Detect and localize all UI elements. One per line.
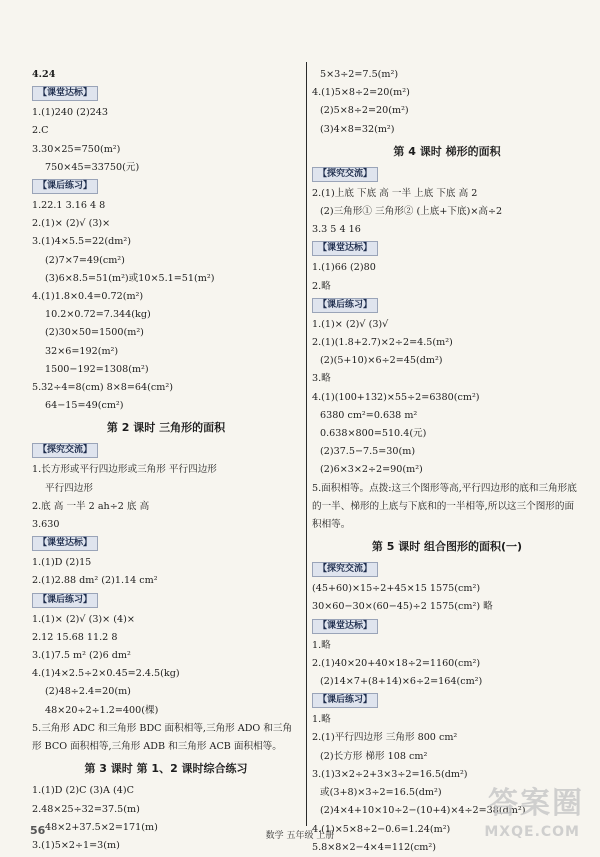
column-divider xyxy=(306,62,307,826)
answer-line: (2)5×8÷2=20(m²) xyxy=(320,105,409,117)
answer-line: 平行四边形 xyxy=(45,482,93,494)
section-tag: 【课后练习】 xyxy=(32,179,98,194)
answer-line: 5×3÷2=7.5(m²) xyxy=(320,69,399,80)
answer-line: 2.(1)(1.8+2.7)×2÷2=4.5(m²) xyxy=(312,337,453,349)
answer-line: 1.长方形或平行四边形或三角形 平行四边形 xyxy=(32,464,217,476)
answer-line: (2)37.5−7.5=30(m) xyxy=(320,446,416,458)
left-column xyxy=(32,66,300,855)
answer-line: (2)30×50=1500(m²) xyxy=(45,327,144,339)
page-footer: 数学 五年级 上册 xyxy=(265,831,335,841)
answer-line: (2)14×7+(8+14)×6÷2=164(cm²) xyxy=(320,676,483,688)
lesson-heading: 第 2 课时 三角形的面积 xyxy=(106,421,226,435)
watermark-logo xyxy=(452,778,584,840)
answer-line: 2.(1)40×20+40×18÷2=1160(cm²) xyxy=(312,657,481,669)
section-tag: 【课堂达标】 xyxy=(312,619,378,634)
section-tag: 【课后练习】 xyxy=(312,298,378,313)
section-tag: 【课堂达标】 xyxy=(32,536,98,551)
watermark-url: MXQE.COM xyxy=(484,824,580,840)
answer-line: 5.8×8×2−4×4=112(cm²) xyxy=(312,841,436,853)
answer-line: (2)三角形① 三角形② (上底+下底)×高÷2 xyxy=(320,206,503,218)
answer-line: 2.(1)× (2)√ (3)× xyxy=(32,218,111,230)
answer-line: (2)48÷2.4=20(m) xyxy=(45,686,131,698)
answer-line: 3.630 xyxy=(32,519,60,531)
answer-line: (2)7×7=49(cm²) xyxy=(45,254,125,266)
answer-line: 2.48×25÷32=37.5(m) xyxy=(32,803,140,815)
answer-line: 1.(1)× (2)√ (3)√ xyxy=(312,318,389,330)
section-tag: 【课堂达标】 xyxy=(32,86,98,101)
answer-line: 750×45=33750(元) xyxy=(45,161,140,173)
answer-line: 1500−192=1308(m²) xyxy=(45,363,149,375)
answer-line: (2)长方形 梯形 108 cm² xyxy=(320,750,428,762)
answer-line: (3)4×8=32(m²) xyxy=(320,123,395,135)
answer-paragraph: 5.三角形 ADC 和三角形 BDC 面积相等,三角形 ADO 和三角形 BCO 面积相等,三角形 ADB 和三角形 ACB 面积相等。 xyxy=(32,722,293,753)
answer-line: 3.(1)5×2÷1=3(m) xyxy=(32,839,120,851)
answer-line: 3.略 xyxy=(312,373,331,385)
section-tag: 【探究交流】 xyxy=(32,443,98,458)
answer-line: 2.(1)上底 下底 高 一半 上底 下底 高 2 xyxy=(312,187,478,199)
answer-line: 1.(1)D (2)15 xyxy=(32,557,92,569)
answer-line: 3.3 5 4 16 xyxy=(312,224,361,236)
answer-line: 5.32÷4=8(cm) 8×8=64(cm²) xyxy=(32,382,173,394)
answer-line: 2.略 xyxy=(312,280,331,292)
answer-line: 3.(1)4×5.5=22(dm²) xyxy=(32,236,131,248)
answer-line: 4.(1)4×2.5÷2×0.45=2.4.5(kg) xyxy=(32,668,180,680)
answer-paragraph: 5.面积相等。点拨:这三个图形等高,平行四边形的底和三角形底的一半、梯形的上底与下底和的一半相等,所以这三个图形的面积相等。 xyxy=(312,482,577,531)
answer-line: (2)4×4+10×10÷2−(10+4)×4÷2=38(dm²) xyxy=(320,805,526,817)
answer-line: 2.底 高 一半 2 ah÷2 底 高 xyxy=(32,500,150,512)
answer-line: 2.(1)2.88 dm² (2)1.14 cm² xyxy=(32,575,158,587)
answer-line: 4.(1)×5×8÷2−0.6=1.24(m²) xyxy=(312,823,451,835)
lesson-heading: 第 3 课时 第 1、2 课时综合练习 xyxy=(84,762,248,776)
answer-line: 1.略 xyxy=(312,639,331,651)
lesson-heading: 第 4 课时 梯形的面积 xyxy=(393,144,501,158)
answer-line: 3.(1)3×2÷2+3×3÷2=16.5(dm²) xyxy=(312,768,468,780)
answer-line: 32×6=192(m²) xyxy=(45,345,119,357)
right-column xyxy=(312,66,582,857)
answer-line: 3.30×25=750(m²) xyxy=(32,143,121,155)
section-tag: 【课后练习】 xyxy=(32,593,98,608)
answer-line: 0.638×800=510.4(元) xyxy=(320,428,427,440)
lesson-heading: 第 5 课时 组合图形的面积(一) xyxy=(371,540,523,554)
answer-line: 1.(1)× (2)√ (3)× (4)× xyxy=(32,613,135,625)
answer-line: 或(3+8)×3÷2=16.5(dm²) xyxy=(320,787,442,799)
section-tag: 【课堂达标】 xyxy=(312,241,378,256)
answer-line: 2.C xyxy=(32,125,49,137)
answer-line: 4.24 xyxy=(32,69,56,80)
answer-line: 2.12 15.68 11.2 8 xyxy=(32,631,118,643)
answer-line: 6380 cm²=0.638 m² xyxy=(320,409,418,421)
page-number: 56 xyxy=(30,824,46,837)
section-tag: 【探究交流】 xyxy=(312,562,378,577)
answer-line: 48×2+37.5×2=171(m) xyxy=(45,821,158,833)
answer-line: (45+60)×15÷2+45×15 1575(cm²) xyxy=(312,583,481,595)
answer-line: 1.(1)D (2)C (3)A (4)C xyxy=(32,785,134,797)
answer-line: 1.22.1 3.16 4 8 xyxy=(32,200,106,212)
answer-line: 64−15=49(cm²) xyxy=(45,400,124,412)
answer-line: 30×60−30×(60−45)÷2 1575(cm²) 略 xyxy=(312,601,493,613)
answer-line: 4.(1)(100+132)×55÷2=6380(cm²) xyxy=(312,391,480,403)
answer-line: (2)6×3×2÷2=90(m²) xyxy=(320,464,423,476)
answer-line: 1.(1)66 (2)80 xyxy=(312,262,376,274)
answer-line: 1.略 xyxy=(312,714,331,726)
answer-line: (3)6×8.5=51(m²)或10×5.1=51(m²) xyxy=(45,272,215,284)
answer-line: 2.(1)平行四边形 三角形 800 cm² xyxy=(312,732,458,744)
answer-line: 10.2×0.72=7.344(kg) xyxy=(45,309,151,321)
section-tag: 【探究交流】 xyxy=(312,167,378,182)
answer-line: 4.(1)1.8×0.4=0.72(m²) xyxy=(32,291,144,303)
answer-line: 1.(1)240 (2)243 xyxy=(32,107,109,119)
answer-line: (2)(5+10)×6÷2=45(dm²) xyxy=(320,355,443,367)
answer-line: 3.(1)7.5 m² (2)6 dm² xyxy=(32,650,131,662)
answer-line: 4.(1)5×8÷2=20(m²) xyxy=(312,87,410,99)
answer-line: 48×20÷2÷1.2=400(棵) xyxy=(45,704,159,716)
section-tag: 【课后练习】 xyxy=(312,693,378,708)
watermark-text: 答案圈 xyxy=(488,786,584,821)
